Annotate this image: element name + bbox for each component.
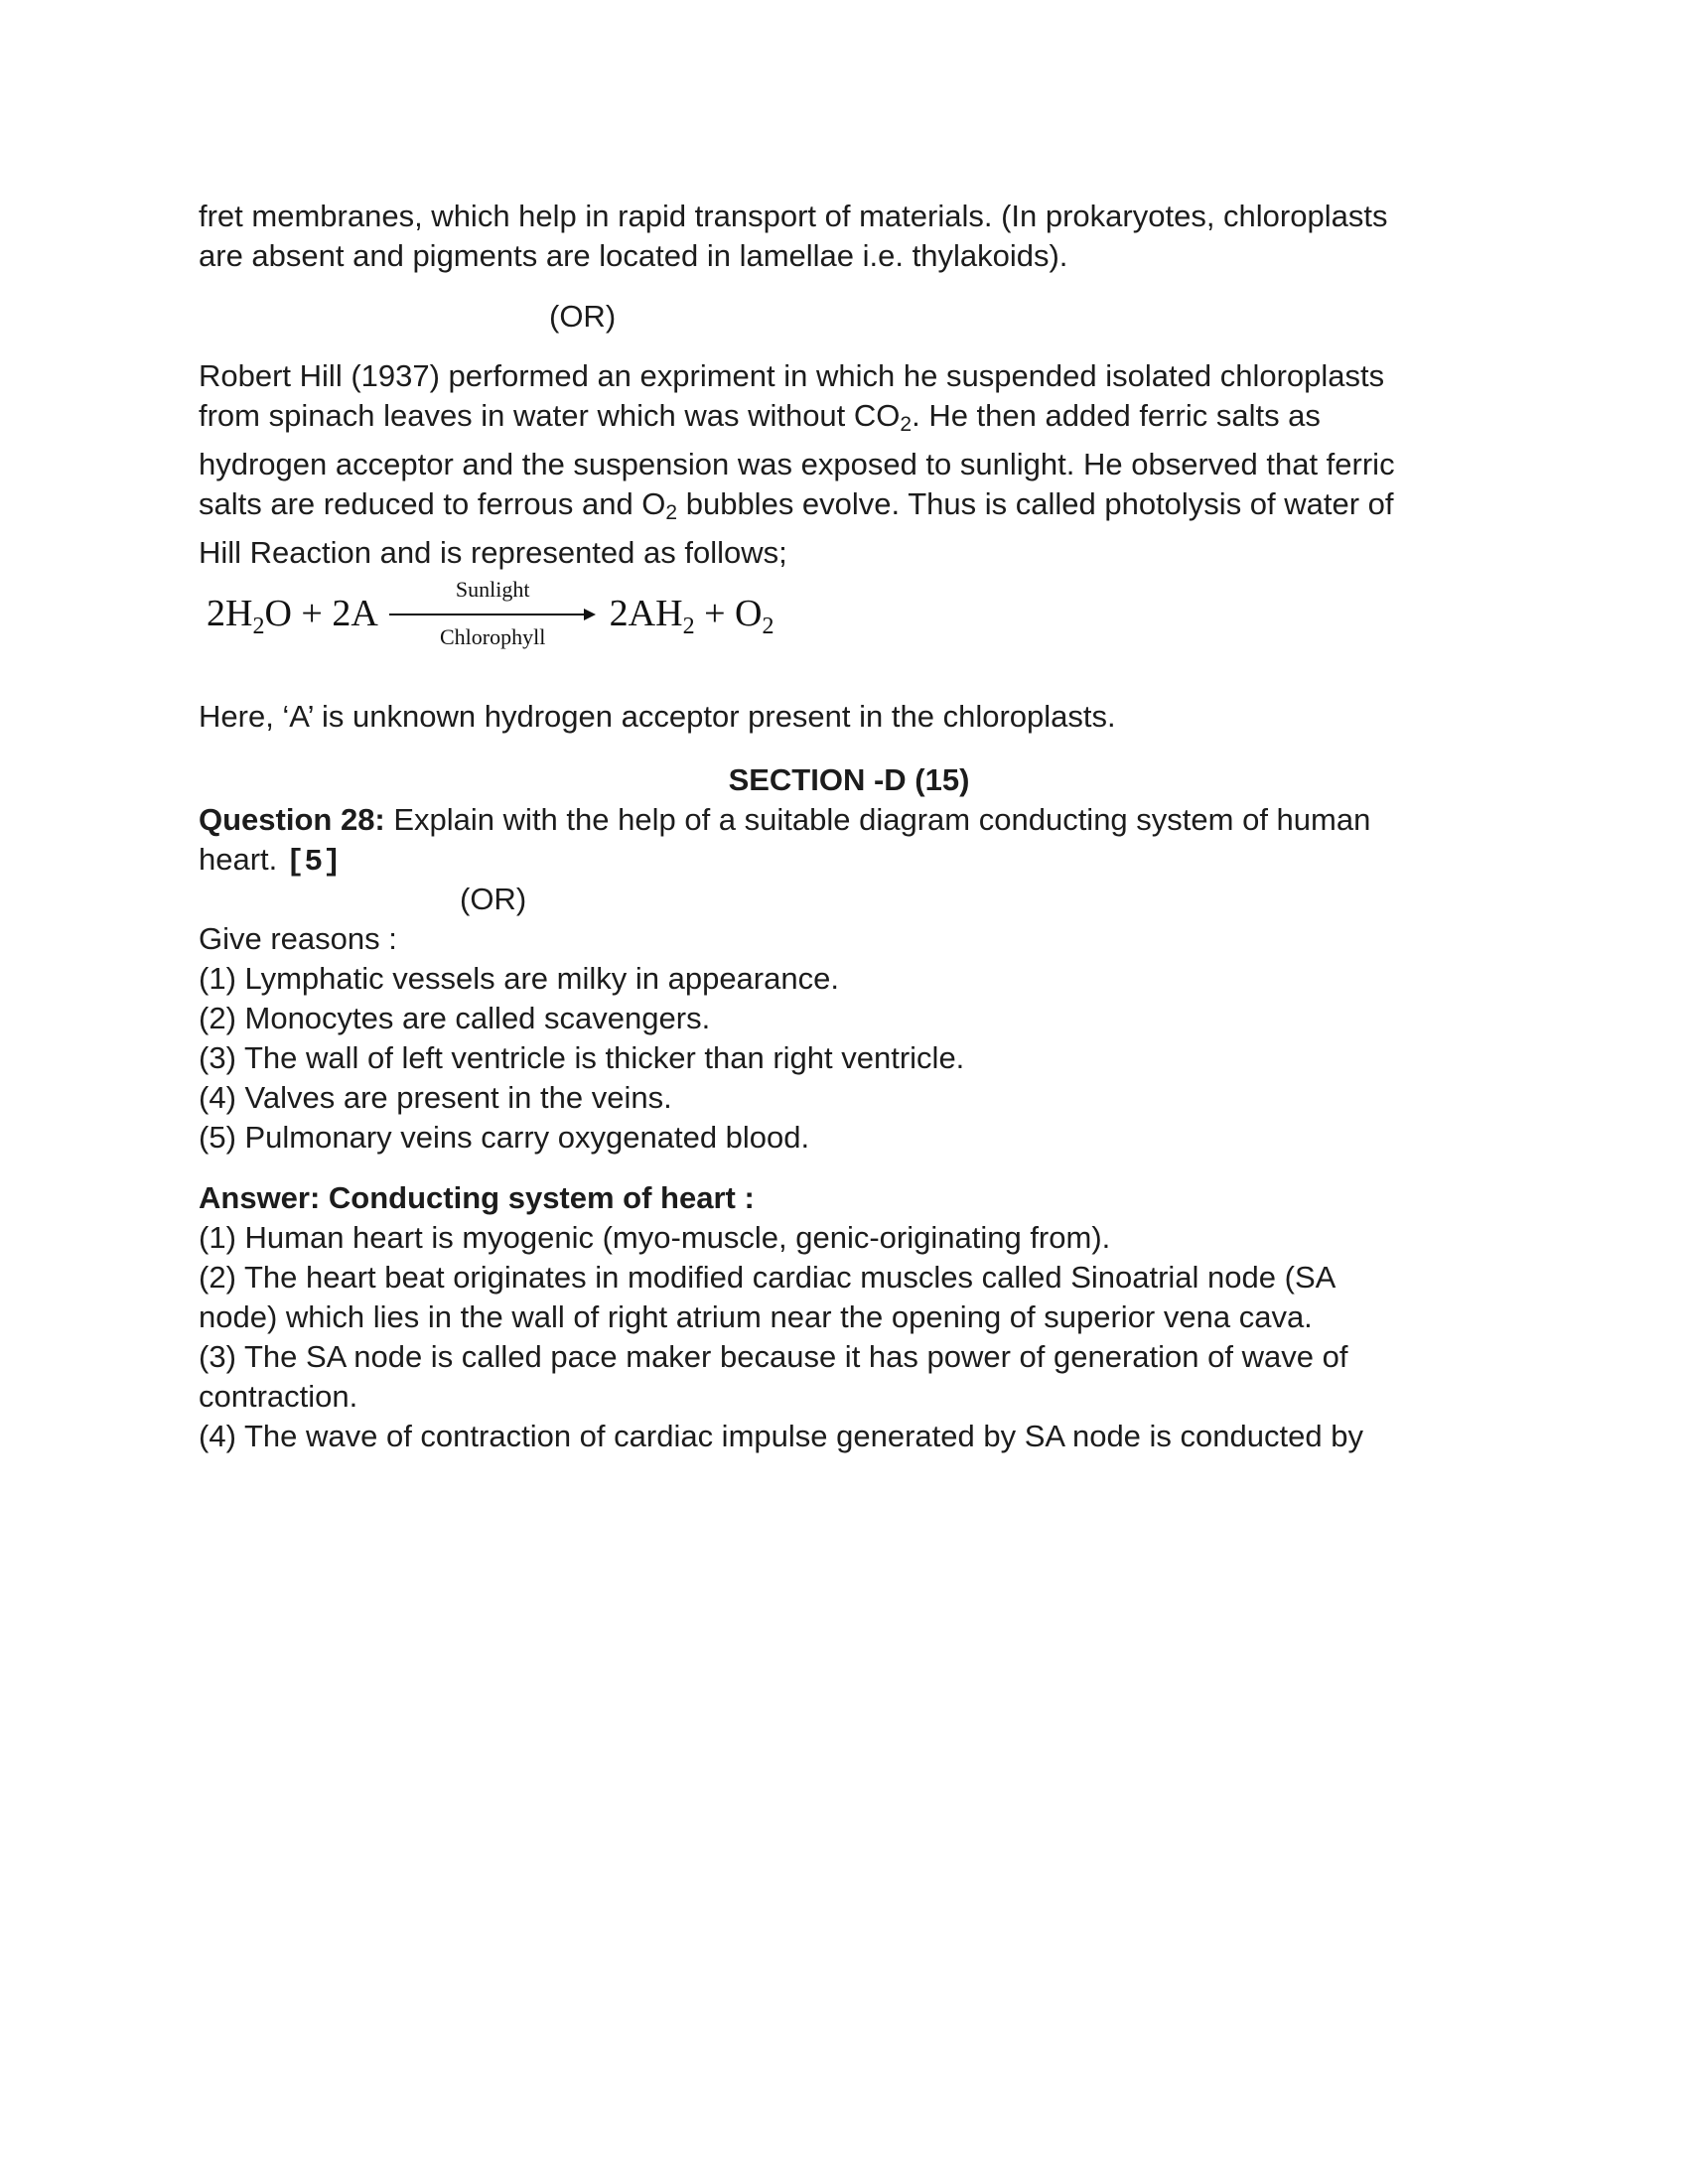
text-line: fret membranes, which help in rapid transport of materials. (In prokaryotes, chloroplasts [199, 199, 1388, 233]
hill-reaction-equation: $2H_2O + 2A$ Sunlight Chlorophyll $2AH_2 + O_2$ [207, 577, 774, 650]
answer-line: contraction. [199, 1379, 358, 1414]
text-line: salts are reduced to ferrous and $O_2$ bubbles evolve. Thus is called photolysis of water of [199, 486, 1394, 524]
answer-line: (2) The heart beat originates in modified cardiac muscles called Sinoatrial node (SA [199, 1260, 1336, 1295]
question-label: Question 28: [199, 802, 385, 837]
arrow-icon [389, 605, 596, 624]
answer-heading: Answer: Conducting system of heart : [199, 1180, 755, 1215]
reaction-arrow [389, 577, 596, 650]
text-line: hydrogen acceptor and the suspension was exposed to sunlight. He observed that ferric [199, 447, 1395, 481]
or-separator: (OR) [460, 882, 527, 916]
marks-badge: [5] [285, 845, 342, 880]
hydrogen-acceptor-note: Here, ‘A’ is unknown hydrogen acceptor present in the chloroplasts. [199, 699, 1116, 734]
section-heading: SECTION -D (15) [728, 762, 970, 797]
list-item: (5) Pulmonary veins carry oxygenated blood. [199, 1120, 810, 1155]
text-line: Hill Reaction and is represented as follows; [199, 535, 787, 570]
give-reasons-list [199, 919, 1499, 1158]
list-item: (1) Lymphatic vessels are milky in appearance. [199, 961, 839, 996]
answer-line: node) which lies in the wall of right atrium near the opening of superior vena cava. [199, 1299, 1313, 1334]
arrow-label-chlorophyll: Chlorophyll [440, 624, 546, 650]
list-item: (3) The wall of left ventricle is thicker than right ventricle. [199, 1040, 965, 1075]
paragraph-chloroplast-membranes [199, 197, 1499, 276]
text-line: Robert Hill (1937) performed an expriment in which he suspended isolated chloroplasts [199, 358, 1385, 393]
list-item: (2) Monocytes are called scavengers. [199, 1001, 711, 1035]
text-line: from spinach leaves in water which was without $CO_2$. He then added ferric salts as [199, 398, 1321, 436]
answer-line: (3) The SA node is called pace maker because it has power of generation of wave of [199, 1339, 1348, 1374]
or-separator: (OR) [549, 299, 617, 334]
list-item: (4) Valves are present in the veins. [199, 1080, 672, 1115]
answer-line: (4) The wave of contraction of cardiac impulse generated by SA node is conducted by [199, 1419, 1363, 1453]
answer-line: (1) Human heart is myogenic (myo-muscle, genic-originating from). [199, 1220, 1111, 1255]
question-28: Question 28: Explain with the help of a suitable diagram conducting system of human heart. [5] [199, 802, 1371, 880]
answer-block [199, 1178, 1499, 1456]
question-text: Explain with the help of a suitable diagram conducting system of human [384, 802, 1371, 837]
paragraph-hill-reaction [199, 356, 1499, 573]
text-line: are absent and pigments are located in lamellae i.e. thylakoids). [199, 238, 1068, 273]
list-heading: Give reasons : [199, 921, 397, 956]
arrow-label-sunlight: Sunlight [455, 577, 530, 603]
